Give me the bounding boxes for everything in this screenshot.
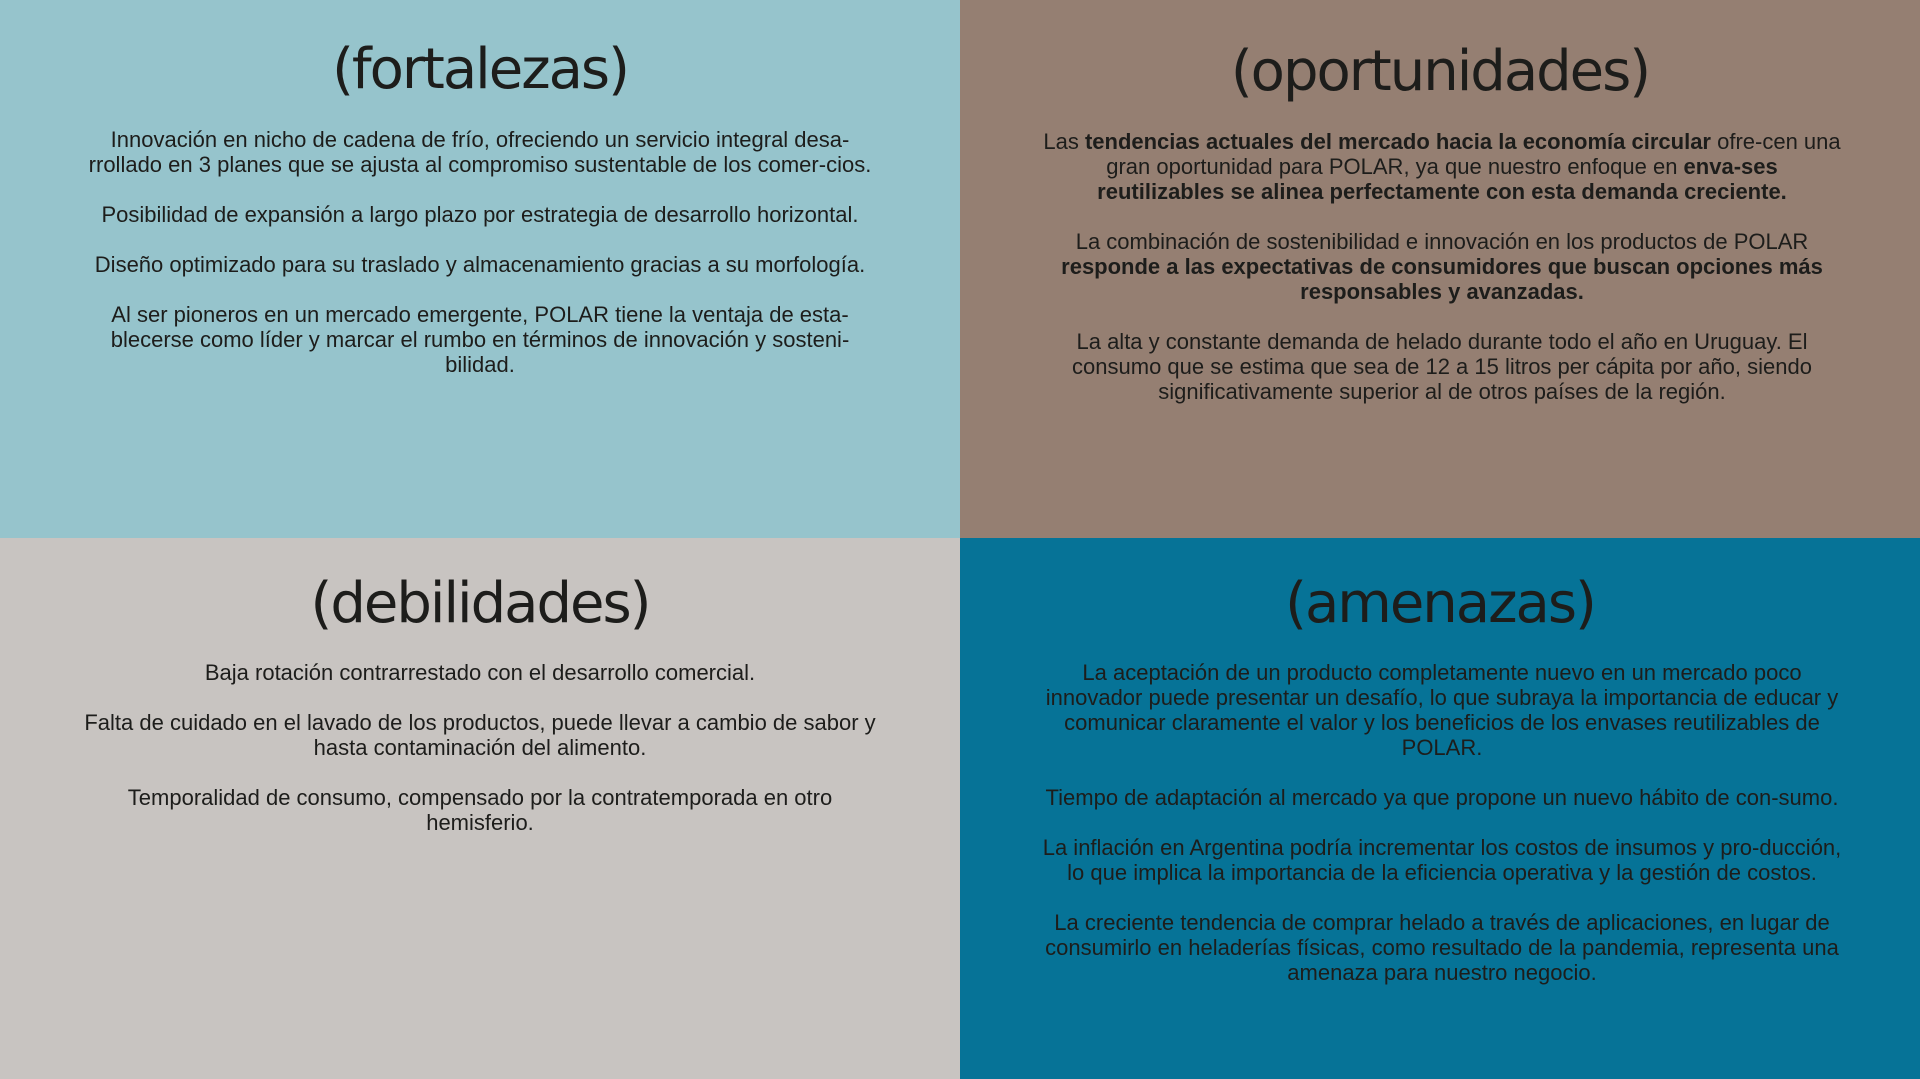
fortalezas-body [80, 127, 880, 377]
amenazas-item: La aceptación de un producto completamente nuevo en un mercado poco innovador puede presentar un desafío, lo que subraya la importancia de educar y comunicar claramente el valor y los beneficios de los envases reutilizables de POLAR. [1045, 660, 1839, 760]
oportunidades-highlight: tendencias actuales del mercado hacia la economía circular [1084, 129, 1711, 154]
oportunidades-item: La alta y constante demanda de helado durante todo el año en Uruguay. El consumo que se estima que sea de 12 a 15 litros per cápita por año, siendo significativamente superior al de otros países de la región. [1072, 329, 1812, 404]
amenazas-item: Tiempo de adaptación al mercado ya que propone un nuevo hábito de con-sumo. [1045, 785, 1839, 810]
fortalezas-item: Diseño optimizado para su traslado y almacenamiento gracias a su morfología. [94, 252, 866, 277]
oportunidades-item [1042, 129, 1842, 204]
oportunidades-title: (oportunidades) [1230, 39, 1650, 104]
oportunidades-panel [960, 0, 1920, 538]
debilidades-item: Temporalidad de consumo, compensado por la contratemporada en otro hemisferio. [127, 785, 833, 835]
fortalezas-panel [0, 0, 960, 538]
amenazas-body [1042, 660, 1842, 985]
oportunidades-text: ofre-cen una gran oportunidad para POLAR, ya que nuestro enfoque en [1106, 129, 1841, 179]
oportunidades-text: La combinación de sostenibilidad e innovación en los productos de POLAR [1075, 229, 1809, 254]
debilidades-item: Baja rotación contrarrestado con el desarrollo comercial. [204, 660, 756, 685]
oportunidades-body [1042, 129, 1842, 404]
debilidades-item: Falta de cuidado en el lavado de los productos, puede llevar a cambio de sabor y hasta contaminación del alimento. [84, 710, 876, 760]
fortalezas-item: Posibilidad de expansión a largo plazo por estrategia de desarrollo horizontal. [101, 202, 859, 227]
amenazas-title: (amenazas) [1285, 571, 1595, 636]
oportunidades-highlight: enva-ses reutilizables se alinea perfectamente con esta demanda creciente. [1097, 154, 1787, 204]
fortalezas-item: Al ser pioneros en un mercado emergente, POLAR tiene la ventaja de esta-blecerse como líder y marcar el rumbo en términos de innovación y sosteni-bilidad. [110, 302, 850, 377]
debilidades-panel [0, 538, 960, 1079]
fortalezas-title: (fortalezas) [332, 37, 628, 102]
amenazas-item: La creciente tendencia de comprar helado a través de aplicaciones, en lugar de consumirlo en heladerías físicas, como resultado de la pandemia, representa una amenaza para nuestro negocio. [1045, 910, 1839, 985]
amenazas-item: La inflación en Argentina podría incrementar los costos de insumos y pro-ducción, lo que implica la importancia de la eficiencia operativa y la gestión de costos. [1042, 835, 1842, 885]
fortalezas-item: Innovación en nicho de cadena de frío, ofreciendo un servicio integral desa-rrollado en 3 planes que se ajusta al compromiso sustentable de los comer-cios. [88, 127, 872, 177]
oportunidades-item [1042, 229, 1842, 304]
amenazas-panel [960, 538, 1920, 1079]
oportunidades-text: Las [1043, 129, 1085, 154]
debilidades-body [80, 660, 880, 835]
oportunidades-highlight: responde a las expectativas de consumidores que buscan opciones más responsables y avanzadas. [1061, 254, 1823, 304]
debilidades-title: (debilidades) [310, 571, 650, 636]
